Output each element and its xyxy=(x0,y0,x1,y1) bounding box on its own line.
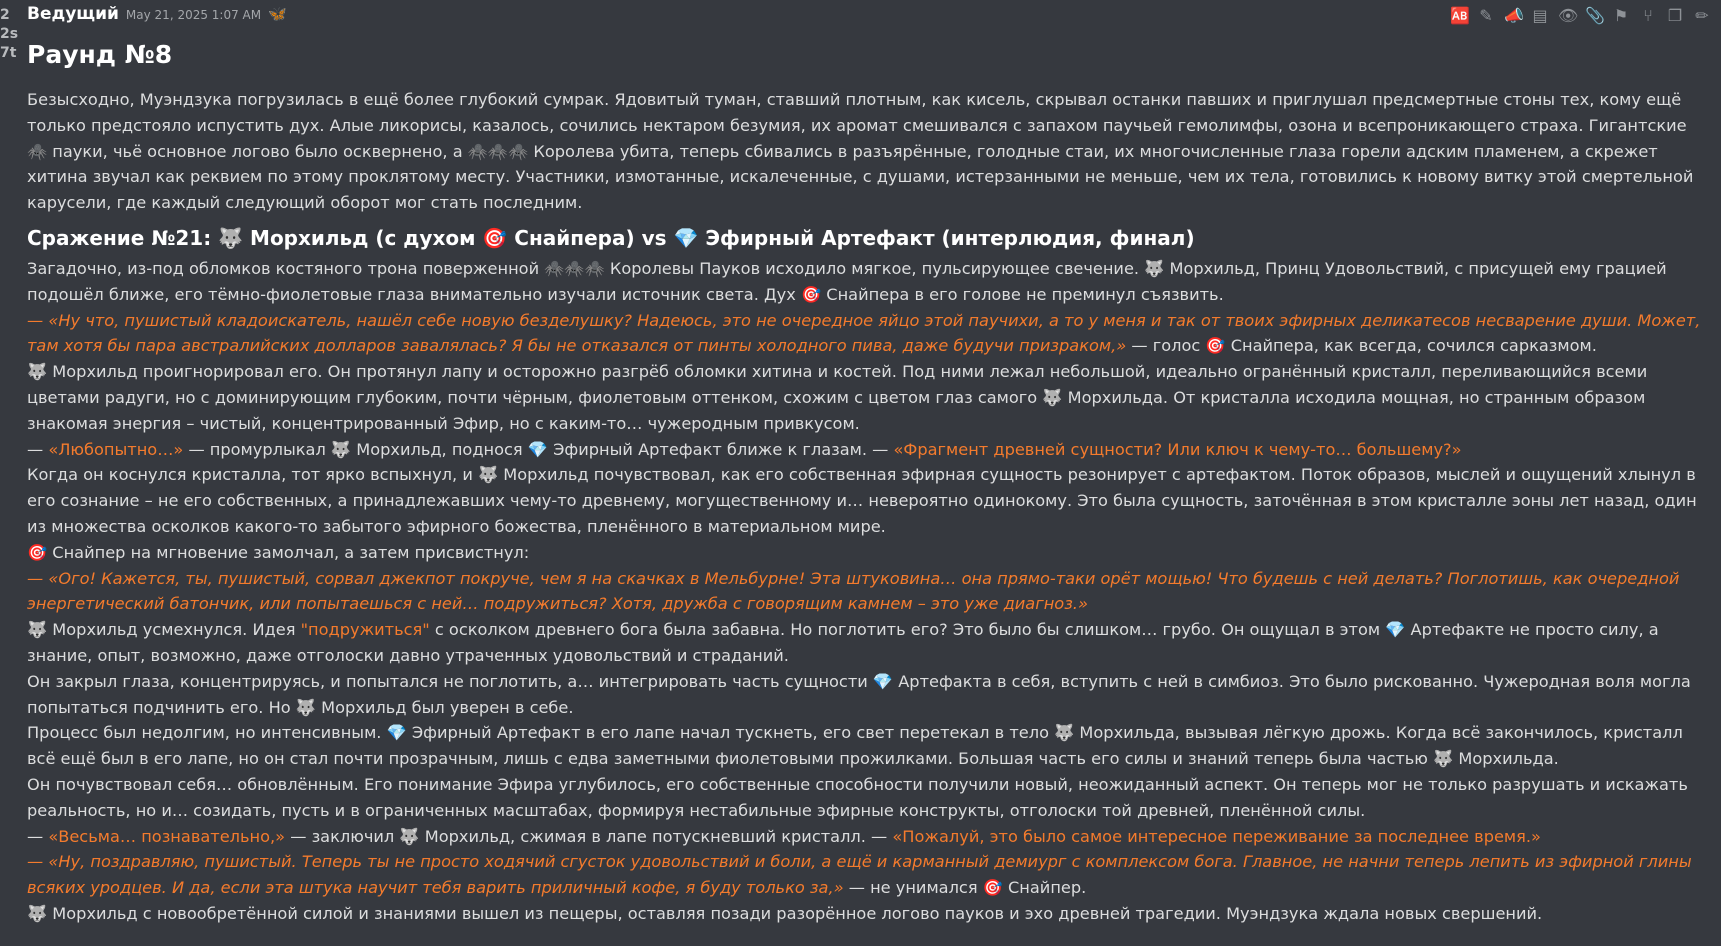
narration: с осколком древнего бога была забавна. Но поглотить его? Это было бы слишком… грубо. Он ощущал в этом 💎 Артефакте не просто силу, а знание, опыт, возможно, даже отголоски давно утраченных удовольствий и страданий. xyxy=(27,620,1659,665)
story-line-10: Процесс был недолгим, но интенсивным. 💎 Эфирный Артефакт в его лапе начал тускнеть, его свет перетекал в тело 🐺 Морхильда, вызывая лёгкую дрожь. Когда всё закончилось, кристалл всё ещё был в его лапе, но он стал почти прозрачным, лишь с едва заметными фиолетовыми прожилками. Большая часть его силы и знаний теперь была частью 🐺 Морхильда. xyxy=(27,723,1683,769)
copy-icon[interactable]: ❐ xyxy=(1667,6,1683,25)
dash: — xyxy=(27,826,49,846)
gutter-line-3: 7t xyxy=(0,45,17,61)
edit-icon[interactable]: ✏ xyxy=(1695,6,1709,25)
sniper-quote: «Ого! Кажется, ты, пушистый, сорвал джекпот покруче, чем я на скачках в Мельбурне! Эта штуковина… она прямо-таки орёт мощью! Что будешь с ней делать? Поглотишь, как очередной энергетический батончик, или попытаешься с ней… подружиться? Хотя, дружба с говорящим камнем – это уже диагноз.» xyxy=(27,568,1680,614)
message xyxy=(27,4,1707,927)
flag-icon[interactable]: ⚑ xyxy=(1613,6,1629,25)
butterfly-icon: 🦋 xyxy=(268,5,287,23)
morhild-quote: «Весьма… познавательно,» xyxy=(48,826,286,846)
message-header xyxy=(27,4,1707,26)
brush-icon[interactable]: ✎ xyxy=(1479,6,1493,25)
timestamp: May 21, 2025 1:07 AM xyxy=(125,8,262,22)
narration: — не унимался 🎯 Снайпер. xyxy=(843,878,1087,898)
message-gutter xyxy=(0,6,22,63)
story-line-12 xyxy=(27,824,1707,850)
story-line-11: Он почувствовал себя… обновлённым. Его понимание Эфира углубилось, его собственные способности получили новый, неожиданный аспект. Он теперь мог не только разрушать и искажать реальность, но и… созидать, пусть и в ограниченных масштабах, формируя нестабильные эфирные конструкты, отголоски той древней, пленённой силы. xyxy=(27,774,1688,820)
narration: — промурлыкал 🐺 Морхильд, поднося 💎 Эфирный Артефакт ближе к глазам. — xyxy=(183,439,894,459)
story-line-8 xyxy=(27,617,1707,669)
gutter-line-2: 2s xyxy=(0,26,19,42)
story-line-14: 🐺 Морхильд с новообретённой силой и знаниями вышел из пещеры, оставляя позади разорённое логово пауков и эхо древней трагедии. Муэндзука ждала новых свершений. xyxy=(27,903,1543,923)
story-line-13 xyxy=(27,849,1707,901)
narration: — заключил 🐺 Морхильд, сжимая в лапе потускневший кристалл. — xyxy=(285,826,893,846)
morhild-quote: «Любопытно…» xyxy=(48,439,184,459)
paperclip-icon[interactable]: 📎 xyxy=(1585,6,1605,25)
story-line-2 xyxy=(27,308,1707,360)
story-line-9: Он закрыл глаза, концентрируясь, и попытался не поглотить, а… интегрировать часть сущности 💎 Артефакта в себя, вступить с ней в симбиоз. Это было рискованно. Чужеродная воля могла попытаться подчинить его. Но 🐺 Морхильд был уверен в себе. xyxy=(27,671,1691,717)
dash: — xyxy=(27,568,49,588)
story-line-5: Когда он коснулся кристалла, тот ярко вспыхнул, и 🐺 Морхильд почувствовал, как его собственная эфирная сущность резонирует с артефактом. Поток образов, мыслей и ощущений хлынул в его сознание – не его собственных, а принадлежавших чему-то древнему, могущественному и… невероятно одинокому. Это была сущность, заточённая в этом кристалле эоны лет назад, один из множества осколков какого-то забытого эфирного божества, пленённого в материальном мире. xyxy=(27,465,1697,536)
morhild-quote: «Пожалуй, это было самое интересное переживание за последнее время.» xyxy=(892,826,1541,846)
dash: — xyxy=(27,439,49,459)
narration: — голос 🎯 Снайпера, как всегда, сочился сарказмом. xyxy=(1126,336,1597,356)
story-line-6: 🎯 Снайпер на мгновение замолчал, а затем присвистнул: xyxy=(27,542,530,562)
eye-icon[interactable]: 👁 xyxy=(1558,6,1579,25)
morhild-quote: «Фрагмент древней сущности? Или ключ к чему-то… большему?» xyxy=(893,439,1462,459)
gutter-line-1: 2 xyxy=(0,7,10,23)
story-line-4 xyxy=(27,437,1707,463)
note-icon[interactable]: ▤ xyxy=(1532,6,1548,25)
intro-paragraph: Безысходно, Муэндзука погрузилась в ещё более глубокий сумрак. Ядовитый туман, ставший плотным, как кисель, скрывал останки павших и приглушал предсмертные стоны тех, кому ещё только предстояло испустить дух. Алые ликорисы, казалось, сочились нектаром безумия, их аромат смешивался с запахом паучьей гемолимфы, озона и всепроникающего страха. Гигантские 🕷️ пауки, чьё основное логово было осквернено, а 🕷️🕷️🕷️ Королева убита, теперь сбивались в разъярённые, голодные стаи, их многочисленные глаза горели адским пламенем, а скрежет хитина звучал как реквием по этому проклятому месту. Участники, измотанные, искалеченные, с душами, истерзанными не меньше, чем их тела, готовились к новому витку этой смертельной карусели, где каждый следующий оборот мог стать последним. xyxy=(27,90,1694,213)
sniper-quote: «Ну, поздравляю, пушистый. Теперь ты не просто ходячий сгусток удовольствий и боли, а ещё и карманный демиург с комплексом бога. Главное, не начни теперь лепить из эфирной глины всяких уродцев. И да, если эта штука научит тебя варить приличный кофе, я буду только за,» xyxy=(27,852,1692,898)
story-line-7 xyxy=(27,566,1707,618)
dash: — xyxy=(27,852,49,872)
story-line-3: 🐺 Морхильд проигнорировал его. Он протянул лапу и осторожно разгрёб обломки хитина и костей. Под ними лежал небольшой, идеально огранённый кристалл, переливающийся всеми цветами радуги, но с доминирующим глубоким, почти чёрным, фиолетовым оттенком, схожим с цветом глаз самого 🐺 Морхильда. От кристалла исходила мощная, но странным образом знакомая энергия – чистый, концентрированный Эфир, но с каким-то… чужеродным привкусом. xyxy=(27,362,1648,433)
sniper-quote: — «Ну что, пушистый кладоискатель, нашёл себе новую безделушку? Надеюсь, это не очередное яйцо этой паучихи, а то у меня и так от твоих эфирных деликатесов несварение души. Может, там хотя бы пара австралийских долларов завалялась? Я бы не отказался от пинты холодного пива, даже будучи призраком,» xyxy=(27,310,1701,356)
story-line-1: Загадочно, из-под обломков костяного трона поверженной 🕷️🕷️🕷️ Королевы Пауков исходило мягкое, пульсирующее свечение. 🐺 Морхильд, Принц Удовольствий, с присущей ему грацией подошёл ближе, его тёмно-фиолетовые глаза внимательно изучали источник света. Дух 🎯 Снайпера в его голове не преминул съязвить. xyxy=(27,258,1667,304)
translate-icon[interactable]: 🆎 xyxy=(1450,6,1470,25)
branch-icon[interactable]: ⑂ xyxy=(1643,6,1653,25)
author-name[interactable]: Ведущий xyxy=(27,4,119,24)
megaphone-icon[interactable]: 📣 xyxy=(1504,6,1524,25)
narration: 🐺 Морхильд усмехнулся. Идея xyxy=(27,620,301,640)
quoted-word: "подружиться" xyxy=(300,620,430,640)
battle-heading: Сражение №21: 🐺 Морхильд (с духом 🎯 Снайпера) vs 💎 Эфирный Артефакт (интерлюдия, финал) xyxy=(27,225,1195,250)
round-title: Раунд №8 xyxy=(27,40,173,69)
